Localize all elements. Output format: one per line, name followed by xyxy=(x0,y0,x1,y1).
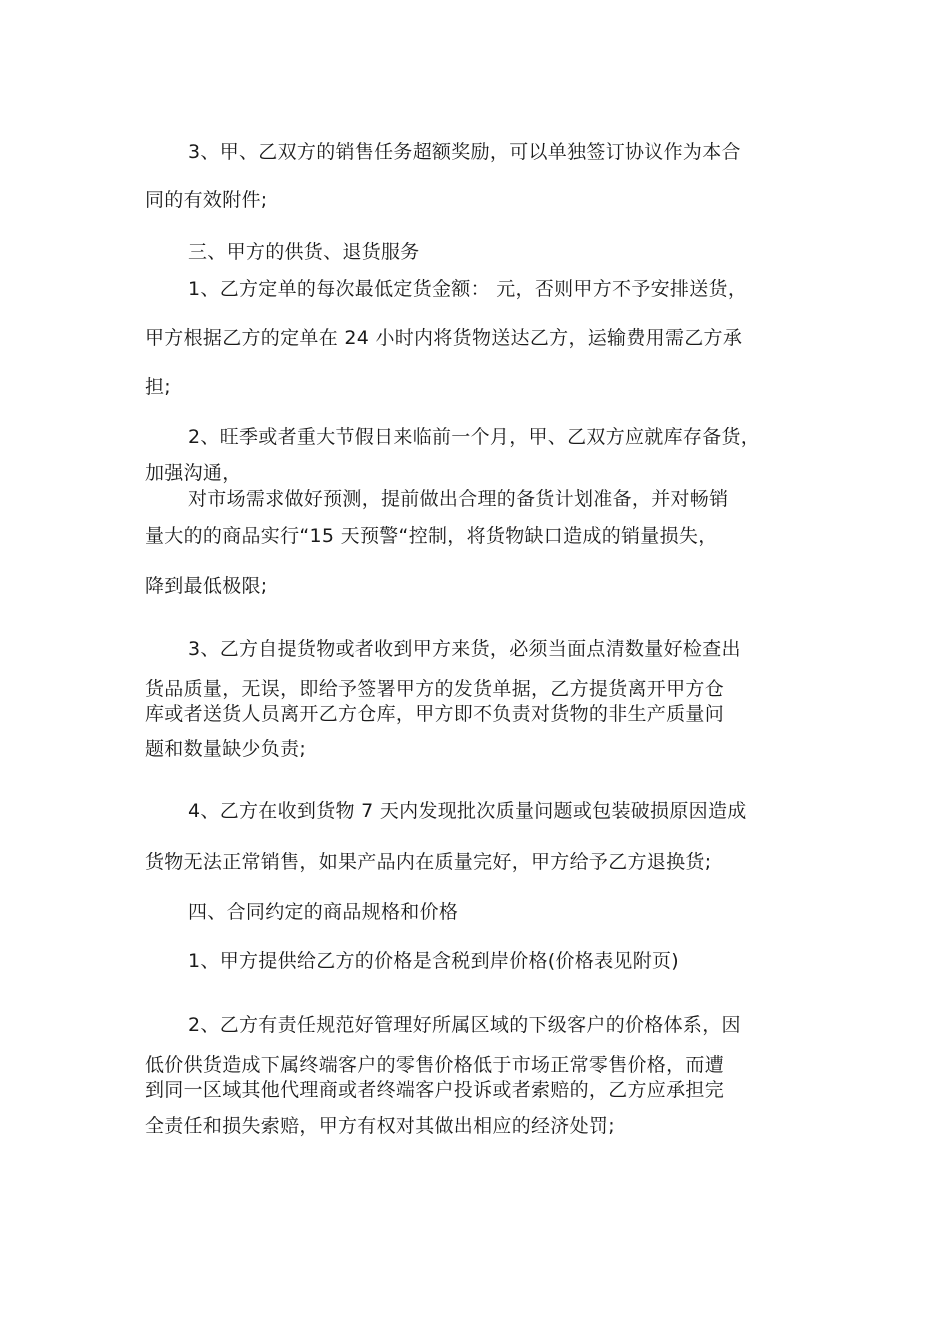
paragraph-line: 3、甲、乙双方的销售任务超额奖励，可以单独签订协议作为本合 xyxy=(188,141,741,163)
paragraph-line: 量大的的商品实行“15 天预警“控制，将货物缺口造成的销量损失， xyxy=(145,525,718,547)
paragraph-line: 题和数量缺少负责; xyxy=(145,738,307,760)
paragraph-line: 1、乙方定单的每次最低定货金额： 元，否则甲方不予安排送货， xyxy=(188,278,748,300)
paragraph-line: 同的有效附件; xyxy=(145,189,268,211)
paragraph-line: 低价供货造成下属终端客户的零售价格低于市场正常零售价格，而遭 xyxy=(145,1054,725,1076)
paragraph-line: 3、乙方自提货物或者收到甲方来货，必须当面点清数量好检查出 xyxy=(188,638,741,660)
paragraph-line: 甲方根据乙方的定单在 24 小时内将货物送达乙方，运输费用需乙方承 xyxy=(145,327,743,349)
paragraph-line: 货品质量，无误，即给予签署甲方的发货单据，乙方提货离开甲方仓 xyxy=(145,678,725,700)
paragraph-line: 全责任和损失索赔，甲方有权对其做出相应的经济处罚; xyxy=(145,1115,615,1137)
paragraph-line: 1、甲方提供给乙方的价格是含税到岸价格(价格表见附页) xyxy=(188,950,680,972)
section-heading: 三、甲方的供货、退货服务 xyxy=(188,241,420,263)
paragraph-line: 降到最低极限; xyxy=(145,575,268,597)
paragraph-line: 到同一区域其他代理商或者终端客户投诉或者索赔的，乙方应承担完 xyxy=(145,1079,725,1101)
paragraph-line: 2、乙方有责任规范好管理好所属区域的下级客户的价格体系，因 xyxy=(188,1014,741,1036)
paragraph-line: 库或者送货人员离开乙方仓库，甲方即不负责对货物的非生产质量问 xyxy=(145,703,725,725)
paragraph-line: 加强沟通， xyxy=(145,462,242,484)
paragraph-line: 对市场需求做好预测，提前做出合理的备货计划准备，并对畅销 xyxy=(188,488,729,510)
section-heading: 四、合同约定的商品规格和价格 xyxy=(188,901,459,923)
paragraph-line: 担; xyxy=(145,376,172,398)
paragraph-line: 货物无法正常销售，如果产品内在质量完好，甲方给予乙方退换货; xyxy=(145,851,712,873)
paragraph-line: 2、旺季或者重大节假日来临前一个月，甲、乙双方应就库存备货， xyxy=(188,426,761,448)
paragraph-line: 4、乙方在收到货物 7 天内发现批次质量问题或包装破损原因造成 xyxy=(188,800,747,822)
